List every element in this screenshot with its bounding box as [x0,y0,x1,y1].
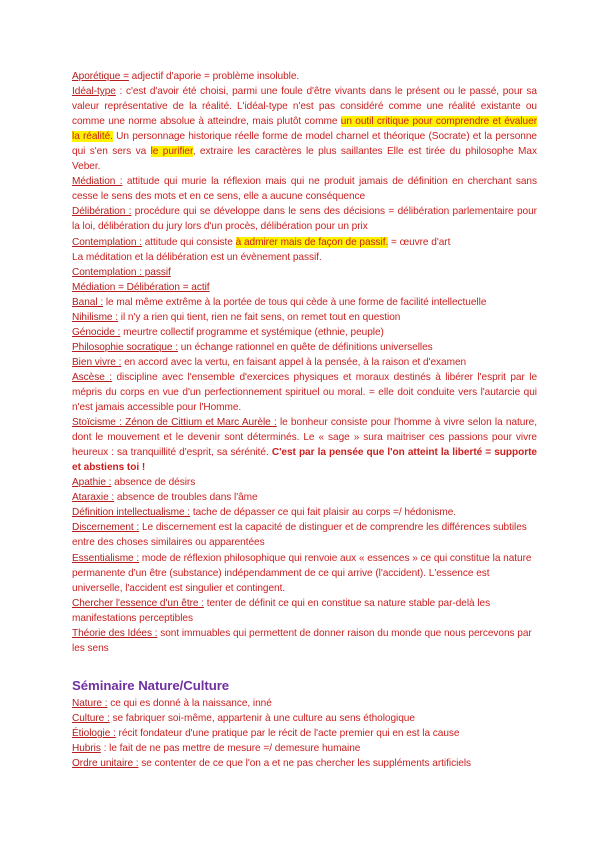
entry-definition: = œuvre d'art [388,236,451,248]
entry-apathie [72,475,537,490]
entry-definition: : c'est d'avoir été choisi, parmi une foule d'être vivants dans le présent ou le passé, pour sa valeur représentative de la réalité. L'idéal-type n'est pas considéré comme une réalité existante ou comme une norme absolue à atteindre, mais plutôt comme [72,86,537,128]
entry-ascese [72,370,537,415]
entry-term: Philosophie socratique : [72,341,178,353]
entry-term: Chercher l'essence d'un être : [72,597,204,609]
entry-term: Stoïcisme : Zénon de Cittium et Marc Aurèle : [72,417,277,429]
entry-intellectualisme [72,505,537,520]
entry-genocide [72,325,537,340]
entry-term: Ordre unitaire : [72,758,139,770]
entry-bien-vivre [72,355,537,370]
entry-term: Nature : [72,697,108,709]
entry-aporetique [72,69,537,84]
entry-definition: en accord avec la vertu, en faisant appel à la pensée, à la raison et d'examen [121,356,467,368]
bold-statement: C'est par la pensée que l'on atteint la liberté = supporte et abstiens toi ! [72,447,537,474]
highlighted-text: à admirer mais de façon de passif. [235,236,389,248]
entry-definition: , extraire les caractères le plus saillantes Elle est tirée du philosophe Max Veber. [72,146,537,173]
entry-term: Médiation : [72,176,123,188]
entry-philosophie-socratique [72,340,537,355]
entry-definition: se fabriquer soi-même, appartenir à une culture au sens éthologique [109,712,415,724]
entry-nature [72,696,537,711]
entry-term: Essentialisme : [72,552,140,564]
entry-term: Apathie : [72,477,112,489]
entry-definition: un échange rationnel en quête de définitions universelles [177,341,433,353]
entry-definition: récit fondateur d'une pratique par le récit de l'acte premier qui en est la cause [115,727,460,739]
highlighted-text: le purifier [150,146,193,158]
entry-culture [72,711,537,726]
entry-definition: ce qui es donné à la naissance, inné [107,697,272,709]
entry-term: Contemplation : [72,236,142,248]
entry-term: Idéal-type [72,86,116,98]
entry-contemplation [72,235,537,250]
entry-ordre-unitaire [72,756,537,771]
entry-definition: il n'y a rien qui tient, rien ne fait sens, on remet tout en question [118,311,401,323]
entry-term: Définition intellectualisme : [72,507,191,519]
entry-definition: procédure qui se développe dans le sens des décisions = délibération parlementaire pour la loi, délibération du jury lors d'un procès, délibération pour un prix [72,206,537,233]
entry-term: Théorie des Idées : [72,627,158,639]
note-line [72,250,537,265]
entry-definition: mode de réflexion philosophique qui renvoie aux « essences » ce qui constitue la nature permanente d'un être (substance) indépendamment de ce qui arrive (l'accident). L'essence est universelle, l'accident est singulier et contingent. [72,552,532,594]
entry-term: Étiologie : [72,727,116,739]
entry-definition: tache de dépasser ce qui fait plaisir au corps =/ hédonisme. [190,507,457,519]
entry-etiologie [72,726,537,741]
entry-definition: se contenter de ce que l'on a et ne pas chercher les suppléments artificiels [138,758,472,770]
entry-term: Banal : [72,296,104,308]
entry-definition: attitude qui consiste [141,236,236,248]
entry-definition: meurtre collectif programme et systémique (ethnie, peuple) [120,326,384,338]
entry-definition: discipline avec l'ensemble d'exercices physiques et moraux destinés à libérer l'esprit par le mépris du corps en vue d'un perfectionnement spirituel ou moral. = elle doit conduite vers l'autarcie qui n'est jamais accessible pour l'Homme. [72,371,538,414]
entry-term: Ataraxie : [72,492,115,504]
entry-term: Nihilisme : [72,311,119,323]
entry-definition: : le fait de ne pas mettre de mesure =/ demesure humaine [100,742,361,754]
entry-definition: Un personnage historique réelle forme de model charnel et théorique (Socrate) et la personne qui s'en sers va [72,131,537,158]
entry-definition: absence de désirs [111,477,196,489]
entry-term: Ascèse : [72,371,113,383]
entry-term: Hubris [72,742,101,754]
entry-term: Contemplation : passif [72,266,171,278]
entry-term: Médiation = Délibération = actif [72,281,210,293]
entry-definition: tenter de définit ce qui en constitue sa nature stable par-delà les manifestations perceptibles [72,597,491,624]
section-title: Séminaire Nature/Culture [72,677,230,693]
entry-term: Aporétique = [72,71,129,82]
entry-hubris [72,741,537,756]
entry-contemplation-passif [72,265,537,280]
entry-definition: le mal même extrême à la portée de tous qui cède à une forme de facilité intellectuelle [103,296,487,308]
highlighted-text: un outil critique pour comprendre et évaluer la réalité. [72,116,538,143]
entry-mediation-actif [72,280,537,295]
entry-term: Discernement : [72,522,140,534]
entry-discernement [72,520,537,550]
entry-term: Délibération : [72,206,132,218]
entry-definition: le bonheur consiste pour l'homme à vivre selon la nature, dont le mouvement et le devenir sont déterminés. Le « sage » sura maitriser ces passions pour vivre heureux : sa tranquillité d'esprit, sa sérénité. [72,417,537,459]
entry-mediation [72,174,537,204]
entry-term: Culture : [72,712,110,724]
entry-definition: adjectif d'aporie = problème insoluble. [128,71,300,82]
entry-stoicisme [72,415,537,475]
entry-nihilisme [72,310,537,325]
entry-ideal-type [72,84,537,174]
entry-definition: sont immuables qui permettent de donner raison du monde que nous percevons par les sens [72,627,532,654]
entry-essence-etre [72,596,537,626]
note-text: La méditation et la délibération est un évènement passif. [72,251,322,263]
entry-theorie-idees [72,626,537,656]
entry-term: Bien vivre : [72,356,122,368]
entry-definition: Le discernement est la capacité de distinguer et de comprendre les différences subtiles entre des choses similaires ou apparentées [72,522,527,549]
entry-essentialisme [72,551,537,596]
entry-ataraxie [72,490,537,505]
entry-term: Génocide : [72,326,121,338]
entry-banal [72,295,537,310]
entry-definition: attitude qui murie la réflexion mais qui ne produit jamais de définition en cherchant sans cesse le sens des mots et en ce sens, elle a aucune conséquence [72,176,537,203]
entry-definition: absence de troubles dans l'âme [114,492,258,504]
entry-deliberation [72,204,537,234]
